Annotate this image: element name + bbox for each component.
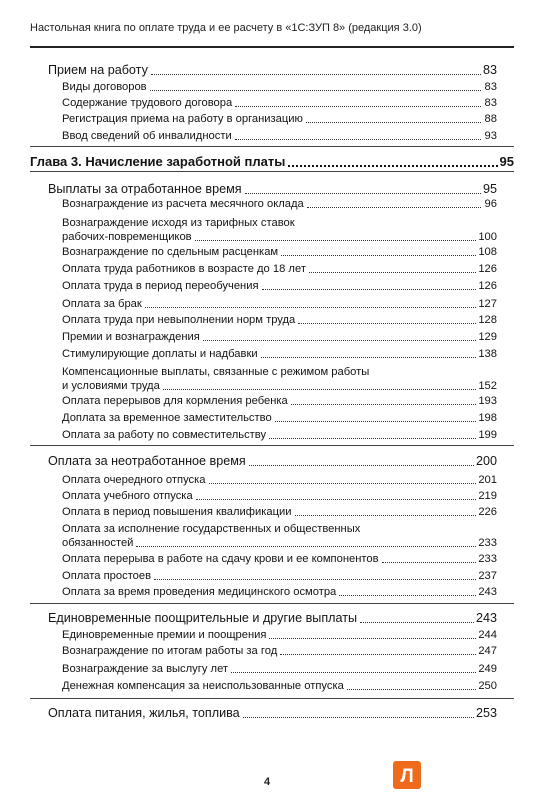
toc-entry xyxy=(62,645,497,658)
toc-entry-title: Оплата за исполнение государственных и общественных xyxy=(62,523,361,535)
toc-entry xyxy=(62,586,497,599)
toc-entry-page: 253 xyxy=(475,706,497,720)
dot-leader xyxy=(136,545,476,547)
toc-chapter xyxy=(30,154,514,170)
toc-entry-page: 237 xyxy=(478,570,497,582)
dot-leader xyxy=(235,138,481,140)
toc-entry xyxy=(62,298,497,311)
toc-entry xyxy=(62,331,497,344)
dot-leader xyxy=(382,561,477,563)
dot-leader xyxy=(195,239,477,241)
toc-entry-page: 93 xyxy=(484,130,497,142)
toc-entry-page: 88 xyxy=(484,113,497,125)
toc-entry-title: Глава 3. Начисление заработной платы xyxy=(30,154,286,169)
dot-leader xyxy=(145,306,477,308)
toc-entry xyxy=(62,429,497,442)
dot-leader xyxy=(281,254,476,256)
dot-leader xyxy=(203,339,477,341)
toc-entry-title: Вознаграждение по итогам работы за год xyxy=(62,645,278,657)
toc-entry-title: обязанностей xyxy=(62,537,134,549)
toc-entry xyxy=(62,553,497,566)
toc-entry-title: Оплата простоев xyxy=(62,570,152,582)
dot-leader xyxy=(231,671,476,673)
toc-entry-title: Оплата перерывов для кормления ребенка xyxy=(62,395,288,407)
toc-entry xyxy=(62,629,497,642)
toc-entry-page: 108 xyxy=(478,246,497,258)
toc-entry-page: 126 xyxy=(478,280,497,292)
toc-entry-title: Оплата учебного отпуска xyxy=(62,490,193,502)
section-divider xyxy=(30,698,514,699)
toc-entry xyxy=(62,663,497,676)
publisher-logo-icon xyxy=(393,761,421,789)
dot-leader xyxy=(209,482,477,484)
dot-leader xyxy=(262,288,477,290)
dot-leader xyxy=(151,73,481,75)
toc-entry xyxy=(62,395,497,408)
toc-entry xyxy=(62,506,497,519)
toc-entry-page: 83 xyxy=(484,81,497,93)
toc-entry-page: 83 xyxy=(484,97,497,109)
toc-entry xyxy=(48,611,497,626)
toc-entry xyxy=(62,81,497,94)
toc-entry-title: Вознаграждение по сдельным расценкам xyxy=(62,246,279,258)
toc-entry xyxy=(62,490,497,503)
toc-entry xyxy=(48,63,497,78)
toc-entry xyxy=(62,280,497,293)
section-divider xyxy=(30,171,514,172)
toc-entry-title: Компенсационные выплаты, связанные с режимом работы xyxy=(62,366,370,378)
section-divider xyxy=(30,146,514,147)
toc-entry-page: 152 xyxy=(478,380,497,392)
toc-entry-page: 243 xyxy=(478,586,497,598)
toc-entry xyxy=(62,348,497,361)
toc-entry-title: Оплата очередного отпуска xyxy=(62,474,206,486)
toc-entry-page: 247 xyxy=(478,645,497,657)
dot-leader xyxy=(243,716,474,718)
toc-entry-page: 126 xyxy=(478,263,497,275)
dot-leader xyxy=(347,688,477,690)
toc-entry-title: Оплата за брак xyxy=(62,298,142,310)
toc-entry-page: 127 xyxy=(478,298,497,310)
toc-entry-page: 95 xyxy=(499,154,514,169)
dot-leader xyxy=(154,578,476,580)
section-divider xyxy=(30,603,514,604)
toc-entry xyxy=(62,231,497,244)
toc-entry-title: Оплата труда работников в возрасте до 18 лет xyxy=(62,263,306,275)
dot-leader xyxy=(295,514,477,516)
running-header: Настольная книга по оплате труда и ее расчету в «1С:ЗУП 8» (редакция 3.0) xyxy=(30,22,422,34)
toc-entry-title: Единовременные поощрительные и другие выплаты xyxy=(48,611,358,625)
toc-entry-page: 219 xyxy=(478,490,497,502)
toc-entry-title: Прием на работу xyxy=(48,63,148,77)
dot-leader xyxy=(291,403,477,405)
toc-entry-page: 95 xyxy=(482,182,497,196)
toc-entry-title: Виды договоров xyxy=(62,81,147,93)
toc-entry-page: 83 xyxy=(482,63,497,77)
toc-entry-title: Оплата за время проведения медицинского осмотра xyxy=(62,586,337,598)
toc-entry-page: 129 xyxy=(478,331,497,343)
toc-entry xyxy=(62,198,497,211)
toc-entry xyxy=(48,182,497,197)
toc-entry xyxy=(62,97,497,110)
dot-leader xyxy=(196,498,477,500)
toc-entry-title: Доплата за временное заместительство xyxy=(62,412,272,424)
dot-leader xyxy=(261,356,477,358)
dot-leader xyxy=(269,637,476,639)
toc-entry-title: Содержание трудового договора xyxy=(62,97,233,109)
toc-entry-page: 243 xyxy=(475,611,497,625)
dot-leader xyxy=(288,164,497,167)
toc-entry-title: Денежная компенсация за неиспользованные отпуска xyxy=(62,680,344,692)
dot-leader xyxy=(150,89,481,91)
toc-entry xyxy=(62,474,497,487)
dot-leader xyxy=(249,464,474,466)
toc-entry xyxy=(62,523,497,536)
toc-entry-title: Вознаграждение из расчета месячного оклада xyxy=(62,198,304,210)
toc-entry xyxy=(62,570,497,583)
toc-entry xyxy=(62,680,497,693)
toc-entry-page: 233 xyxy=(478,553,497,565)
toc-entry xyxy=(62,113,497,126)
toc-entry-page: 199 xyxy=(478,429,497,441)
toc-entry-title: Оплата труда в период переобучения xyxy=(62,280,259,292)
toc-entry-title: Оплата в период повышения квалификации xyxy=(62,506,292,518)
dot-leader xyxy=(360,621,474,623)
toc-entry-title: рабочих-повременщиков xyxy=(62,231,192,243)
toc-entry-title: Оплата за работу по совместительству xyxy=(62,429,267,441)
toc-entry-title: и условиями труда xyxy=(62,380,160,392)
dot-leader xyxy=(269,437,476,439)
dot-leader xyxy=(275,420,477,422)
page-number: 4 xyxy=(264,776,271,788)
toc-entry xyxy=(62,314,497,327)
toc-entry-title: Оплата перерыва в работе на сдачу крови и ее компонентов xyxy=(62,553,379,565)
dot-leader xyxy=(307,206,481,208)
toc-entry xyxy=(62,217,497,230)
toc-entry-page: 226 xyxy=(478,506,497,518)
toc-entry-page: 96 xyxy=(484,198,497,210)
toc-entry xyxy=(62,246,497,259)
toc-entry xyxy=(48,706,497,721)
toc-entry-title: Вознаграждение за выслугу лет xyxy=(62,663,229,675)
toc-entry-title: Вознаграждение исходя из тарифных ставок xyxy=(62,217,295,229)
toc-entry xyxy=(62,537,497,550)
toc-entry-page: 250 xyxy=(478,680,497,692)
toc-entry-title: Оплата труда при невыполнении норм труда xyxy=(62,314,296,326)
toc-entry-page: 249 xyxy=(478,663,497,675)
dot-leader xyxy=(235,105,481,107)
toc-entry-page: 233 xyxy=(478,537,497,549)
toc-entry-page: 198 xyxy=(478,412,497,424)
toc-entry-title: Оплата за неотработанное время xyxy=(48,454,246,468)
dot-leader xyxy=(298,322,476,324)
toc-entry-title: Единовременные премии и поощрения xyxy=(62,629,267,641)
toc-entry-page: 201 xyxy=(478,474,497,486)
dot-leader xyxy=(309,271,476,273)
section-divider xyxy=(30,445,514,446)
toc-entry xyxy=(62,263,497,276)
toc-entry-title: Регистрация приема на работу в организацию xyxy=(62,113,303,125)
toc-entry-title: Ввод сведений об инвалидности xyxy=(62,130,232,142)
toc-entry-title: Оплата питания, жилья, топлива xyxy=(48,706,240,720)
toc-entry xyxy=(62,366,497,379)
toc-entry-page: 100 xyxy=(478,231,497,243)
dot-leader xyxy=(306,121,481,123)
toc-entry-page: 244 xyxy=(478,629,497,641)
toc-entry xyxy=(48,454,497,469)
toc-entry xyxy=(62,412,497,425)
toc-entry-page: 200 xyxy=(475,454,497,468)
dot-leader xyxy=(339,594,476,596)
toc-entry xyxy=(62,130,497,143)
logo-letter: Л xyxy=(400,766,414,787)
toc-entry-title: Выплаты за отработанное время xyxy=(48,182,242,196)
toc-entry-page: 138 xyxy=(478,348,497,360)
toc-entry-page: 128 xyxy=(478,314,497,326)
toc-entry-page: 193 xyxy=(478,395,497,407)
dot-leader xyxy=(280,653,476,655)
dot-leader xyxy=(163,388,477,390)
toc-entry-title: Премии и вознаграждения xyxy=(62,331,200,343)
toc-entry-title: Стимулирующие доплаты и надбавки xyxy=(62,348,258,360)
dot-leader xyxy=(245,192,481,194)
toc-entry xyxy=(62,380,497,393)
